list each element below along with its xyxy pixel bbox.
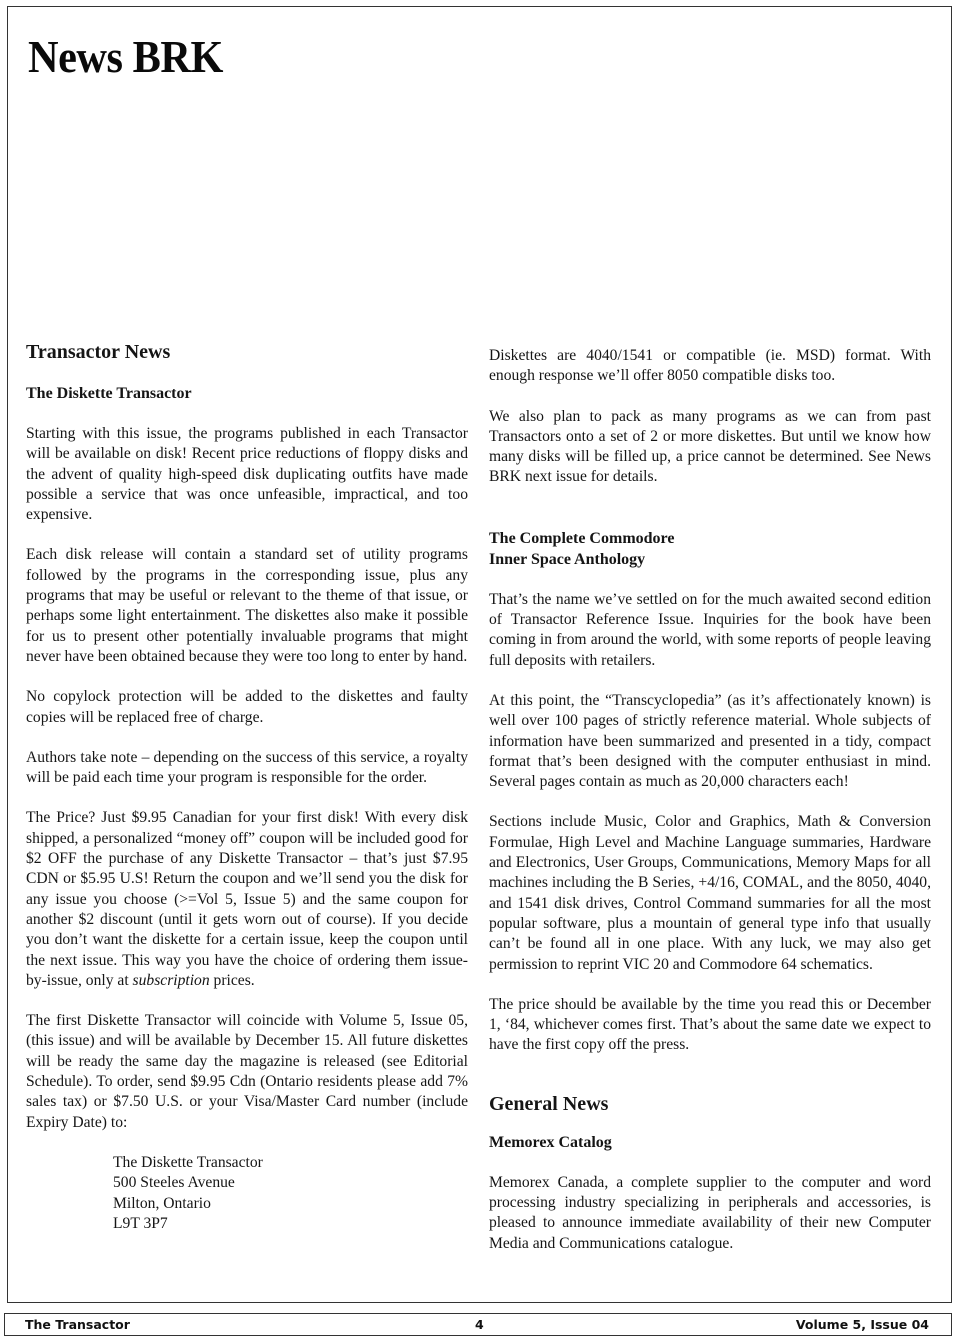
- order-paragraph: The first Diskette Transactor will coincide with Volume 5, Issue 05, (this issue) and will be available by December 15. All future diskettes will be ready the same day the magazine is released (see Editorial Schedule). To order, send $9.95 Cdn (Ontario residents please add 7% sales tax) or $7.50 U.S. or your Visa/Master Card number (include Expiry Date) to:: [26, 1012, 468, 1131]
- section-heading-general-news: General News: [489, 1092, 609, 1115]
- paragraph: The price should be available by the time you read this or December 1, ‘84, whichever comes first. That’s about the same date we expect to have the first copy off the press.: [489, 995, 931, 1054]
- footer-page-number: 4: [475, 1317, 484, 1332]
- paragraph: That’s the name we’ve settled on for the much awaited second edition of Transactor Reference Issue. Inquiries for the book have been coming in from around the world, with some reports of people leaving full deposits with retailers.: [489, 590, 931, 669]
- paragraph: Authors take note – depending on the success of this service, a royalty will be paid each time your program is responsible for the order.: [26, 748, 468, 787]
- address-line: 500 Steeles Avenue: [113, 1174, 235, 1192]
- footer-publication: The Transactor: [25, 1317, 130, 1332]
- address-line: L9T 3P7: [113, 1214, 168, 1232]
- paragraph: No copylock protection will be added to the diskettes and faulty copies will be replaced free of charge.: [26, 688, 468, 726]
- paragraph: Memorex Canada, a complete supplier to the computer and word processing industry specializing in peripherals and accessories, is pleased to announce immediate availability of their new Computer Media and Communications catalogue.: [489, 1173, 931, 1252]
- footer-issue: Volume 5, Issue 04: [795, 1317, 929, 1332]
- text: The Price? Just $9.95 Canadian for your first disk! With every disk shipped, a personalized “money off” coupon will be included good for $2 OFF the purchase of any Diskette Transactor – that’s just $7.95 CDN or $5.95 U.S! Return the coupon and we’ll send you the disk for any issue you choose (>=Vol 5, Issue 5) and the same coupon for another $2 discount (until it gets worn out of course). If you decide you don’t want the diskette for a certain issue, keep the coupon until the next issue. This way you have the choice of ordering them issue-by-issue, only at: [26, 809, 468, 989]
- paragraph: Sections include Music, Color and Graphics, Math & Conversion Formulae, High Level and Machine Language summaries, Hardware and Electronics, User Groups, Communications, Memory Maps for all machines including the B Series, +4/16, COMAL, and the 8050, 4040, and 1541 disk drives, Control Command summaries for all the most popular software, plus a mountain of general type info that usually can’t be found all in one place. With any luck, we may also get permission to reprint VIC 20 and Commodore 64 schematics.: [489, 813, 931, 973]
- price-paragraph: [26, 808, 468, 991]
- address-line: Milton, Ontario: [113, 1194, 211, 1212]
- paragraph: At this point, the “Transcyclopedia” (as it’s affectionately known) is well over 100 pages of strictly reference material. Whole subjects of information have been summarized and presented in a tidy, compact format that’s been designed with the computer enthusiast in mind. Several pages contain as much as 20,000 characters each!: [489, 691, 931, 791]
- emphasis: subscription: [132, 971, 210, 989]
- left-column: [26, 340, 468, 1234]
- paragraph: Starting with this issue, the programs published in each Transactor will be available on disk! Recent price reductions of floppy disks and the advent of quality high-speed disk duplicating outfits have made possible a service that was once unfeasible, impractical, and too expensive.: [26, 425, 468, 524]
- page-title: News BRK: [28, 31, 223, 82]
- paragraph: Diskettes are 4040/1541 or compatible (ie. MSD) format. With enough response we’ll offer 8050 compatible disks too.: [489, 347, 931, 385]
- sub-heading-diskette-transactor: The Diskette Transactor: [26, 385, 192, 402]
- footer-bar: [4, 1313, 952, 1336]
- sub-heading-anthology-line1: The Complete Commodore: [489, 529, 675, 547]
- mailing-address: [113, 1153, 468, 1234]
- paragraph: We also plan to pack as many programs as we can from past Transactors onto a set of 2 or more diskettes. But until we know how many disks will be filled up, a price cannot be determined. See News BRK next issue for details.: [489, 407, 931, 486]
- sub-heading-memorex-catalog: Memorex Catalog: [489, 1133, 612, 1151]
- address-line: The Diskette Transactor: [113, 1153, 263, 1171]
- paragraph: Each disk release will contain a standard set of utility programs followed by the programs in the corresponding issue, plus any programs that may be useful or relevant to the theme of that issue, or perhaps some light entertainment. The diskettes also make it possible for us to present other potentially invaluable programs that might never have been obtained because they were too long to enter by hand.: [26, 546, 468, 665]
- sub-heading-anthology-line2: Inner Space Anthology: [489, 550, 646, 568]
- section-heading-transactor-news: Transactor News: [26, 341, 171, 363]
- right-column: [489, 346, 931, 1254]
- text: prices.: [209, 971, 255, 989]
